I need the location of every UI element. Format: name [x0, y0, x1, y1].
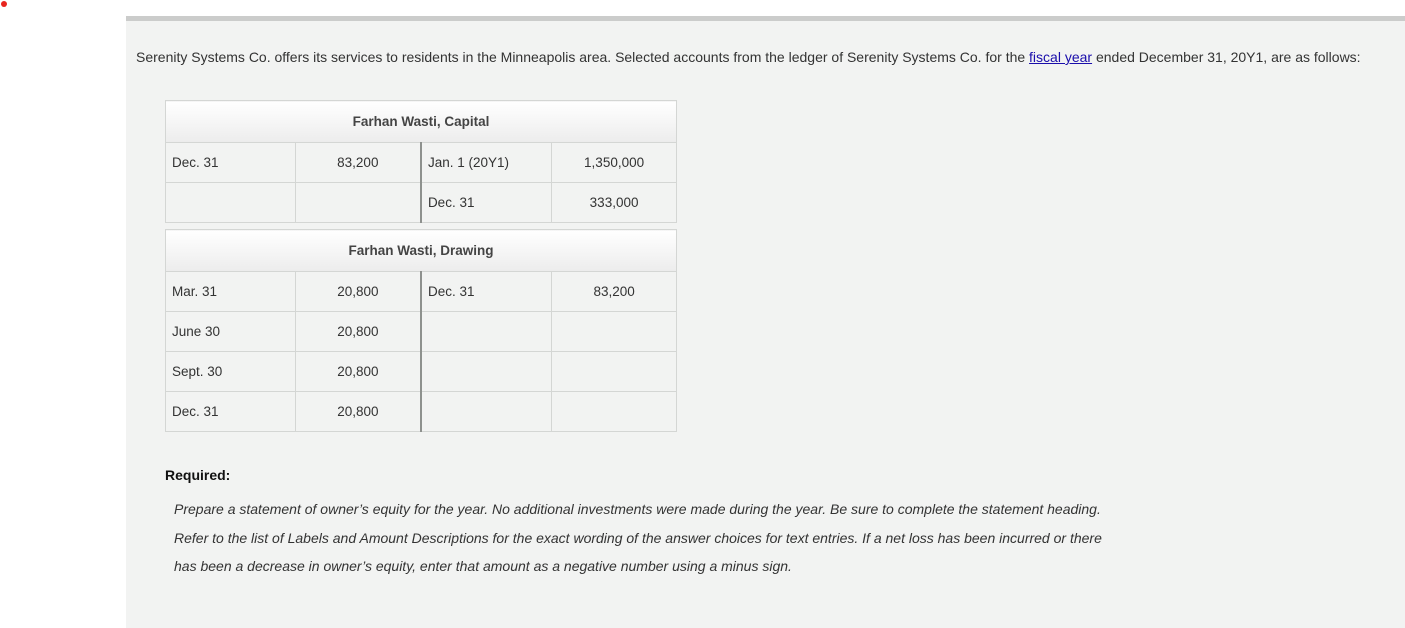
debit-amount	[295, 183, 421, 223]
capital-t-account	[165, 100, 677, 223]
drawing-t-account	[165, 229, 677, 432]
debit-date: Dec. 31	[166, 143, 296, 183]
question-panel	[126, 16, 1405, 628]
debit-amount: 20,800	[295, 312, 421, 352]
credit-amount: 333,000	[552, 183, 677, 223]
credit-date	[421, 312, 552, 352]
table-row	[166, 143, 677, 183]
credit-amount	[552, 312, 677, 352]
debit-date: Dec. 31	[166, 392, 296, 432]
intro-text-before: Serenity Systems Co. offers its services to residents in the Minneapolis area. Selected accounts from the ledger of Serenity Systems Co. for the	[136, 49, 1030, 65]
credit-date: Jan. 1 (20Y1)	[421, 143, 552, 183]
table-row	[166, 352, 677, 392]
credit-amount: 1,350,000	[552, 143, 677, 183]
credit-amount	[552, 352, 677, 392]
credit-date: Dec. 31	[421, 272, 552, 312]
debit-amount: 83,200	[295, 143, 421, 183]
credit-date: Dec. 31	[421, 183, 552, 223]
t-account-title: Farhan Wasti, Drawing	[166, 230, 677, 272]
table-row	[166, 392, 677, 432]
credit-amount: 83,200	[552, 272, 677, 312]
debit-amount: 20,800	[295, 272, 421, 312]
debit-amount: 20,800	[295, 392, 421, 432]
fiscal-year-link[interactable]: fiscal year	[1029, 49, 1093, 65]
table-row	[166, 272, 677, 312]
debit-amount: 20,800	[295, 352, 421, 392]
required-heading: Required:	[165, 467, 231, 483]
credit-amount	[552, 392, 677, 432]
credit-date	[421, 392, 552, 432]
status-indicator-dot	[1, 1, 7, 7]
intro-text	[136, 49, 1361, 65]
credit-date	[421, 352, 552, 392]
t-account-title: Farhan Wasti, Capital	[166, 101, 677, 143]
debit-date: Sept. 30	[166, 352, 296, 392]
debit-date: June 30	[166, 312, 296, 352]
required-instructions: Prepare a statement of owner’s equity for the year. No additional investments were made during the year. Be sure to complete the statement heading. Refer to the list of Labels and Amount Descriptions for the exact wording of the answer choices for text entries. If a net loss has been incurred or there has been a decrease in owner’s equity, enter that amount as a negative number using a minus sign.	[174, 501, 1102, 574]
debit-date: Mar. 31	[166, 272, 296, 312]
intro-text-after: ended December 31, 20Y1, are as follows:	[1092, 49, 1361, 65]
table-row	[166, 183, 677, 223]
debit-date	[166, 183, 296, 223]
table-row	[166, 312, 677, 352]
